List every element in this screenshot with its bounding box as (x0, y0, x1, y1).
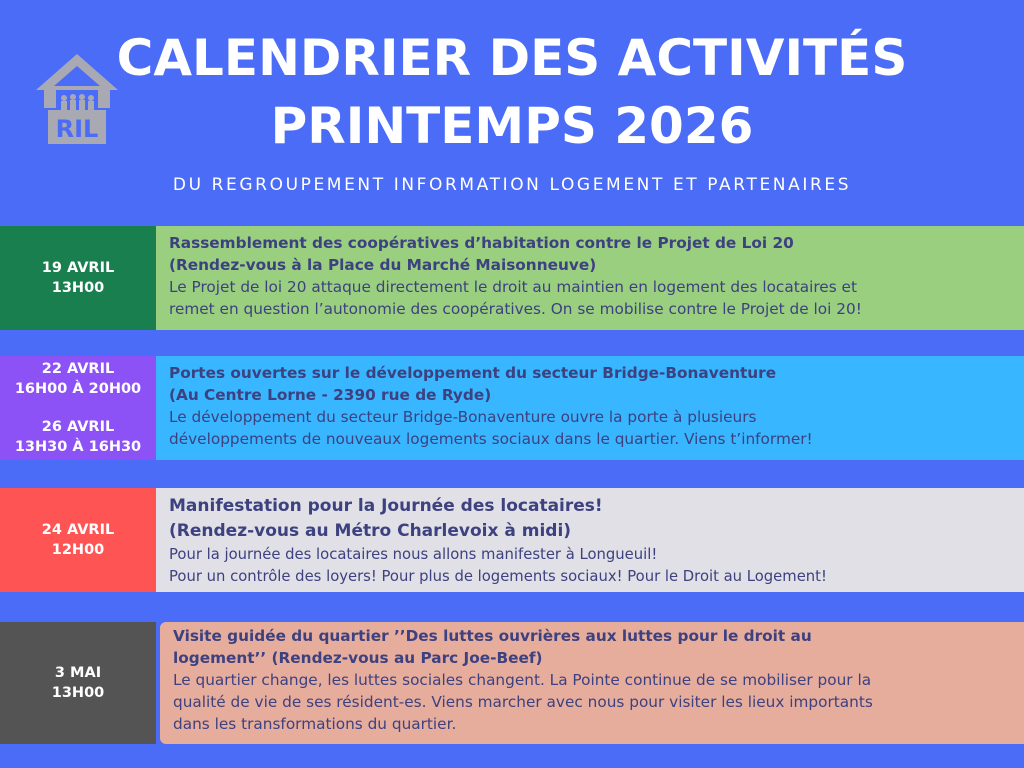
event-card (0, 356, 1024, 460)
event-date-box (0, 226, 156, 330)
event-date: 24 AVRIL (41, 522, 115, 538)
event-content (160, 622, 1024, 744)
svg-text:RIL: RIL (55, 115, 99, 143)
event-time: 13H30 À 16H30 (14, 439, 142, 455)
event-title: Manifestation pour la Journée des locataires! (169, 496, 603, 516)
event-description: Le quartier change, les luttes sociales changent. La Pointe continue de se mobiliser pour la (173, 671, 872, 689)
event-description: Pour un contrôle des loyers! Pour plus de logements sociaux! Pour le Droit au Logement! (169, 568, 827, 585)
event-date: 3 MAI (54, 665, 102, 681)
event-card (0, 488, 1024, 592)
event-date: 19 AVRIL (41, 260, 115, 276)
event-card (0, 622, 1024, 744)
event-description: dans les transformations du quartier. (173, 715, 457, 733)
page-title-line1: CALENDRIER DES ACTIVITÉS (116, 29, 908, 87)
event-time: 16H00 À 20H00 (14, 381, 142, 397)
event-content (156, 356, 1024, 460)
event-location: (Rendez-vous au Métro Charlevoix à midi) (169, 521, 572, 541)
page-title-line2: PRINTEMPS 2026 (270, 97, 754, 155)
page-subtitle: DU REGROUPEMENT INFORMATION LOGEMENT ET PARTENAIRES (172, 175, 852, 195)
event-description: développements de nouveaux logements sociaux dans le quartier. Viens t’informer! (169, 430, 813, 448)
event-description: Pour la journée des locataires nous allons manifester à Longueuil! (169, 546, 658, 563)
event-date: 26 AVRIL (41, 419, 115, 435)
event-title: Visite guidée du quartier ’’Des luttes ouvrières aux luttes pour le droit au (173, 627, 812, 645)
event-date-box (0, 622, 156, 744)
event-location: (Rendez-vous à la Place du Marché Maisonneuve) (169, 256, 597, 274)
event-date-box (0, 488, 156, 592)
event-location: (Au Centre Lorne - 2390 rue de Ryde) (169, 386, 492, 404)
event-title: Portes ouvertes sur le développement du secteur Bridge-Bonaventure (169, 364, 777, 382)
event-date-box (0, 356, 156, 460)
event-content (156, 226, 1024, 330)
event-location: logement’’ (Rendez-vous au Parc Joe-Beef) (173, 649, 543, 667)
event-title: Rassemblement des coopératives d’habitation contre le Projet de Loi 20 (169, 234, 794, 252)
event-time: 12H00 (51, 542, 105, 558)
event-description: qualité de vie de ses résident-es. Viens marcher avec nous pour visiter les lieux importants (173, 693, 873, 711)
event-content (156, 488, 1024, 592)
event-description: remet en question l’autonomie des coopératives. On se mobilise contre le Projet de loi 20! (169, 300, 862, 318)
event-time: 13H00 (51, 280, 105, 296)
event-time: 13H00 (51, 685, 105, 701)
event-description: Le développement du secteur Bridge-Bonaventure ouvre la porte à plusieurs (169, 408, 757, 426)
event-card (0, 226, 1024, 330)
event-date: 22 AVRIL (41, 361, 115, 377)
event-description: Le Projet de loi 20 attaque directement le droit au maintien en logement des locataires et (169, 278, 857, 296)
